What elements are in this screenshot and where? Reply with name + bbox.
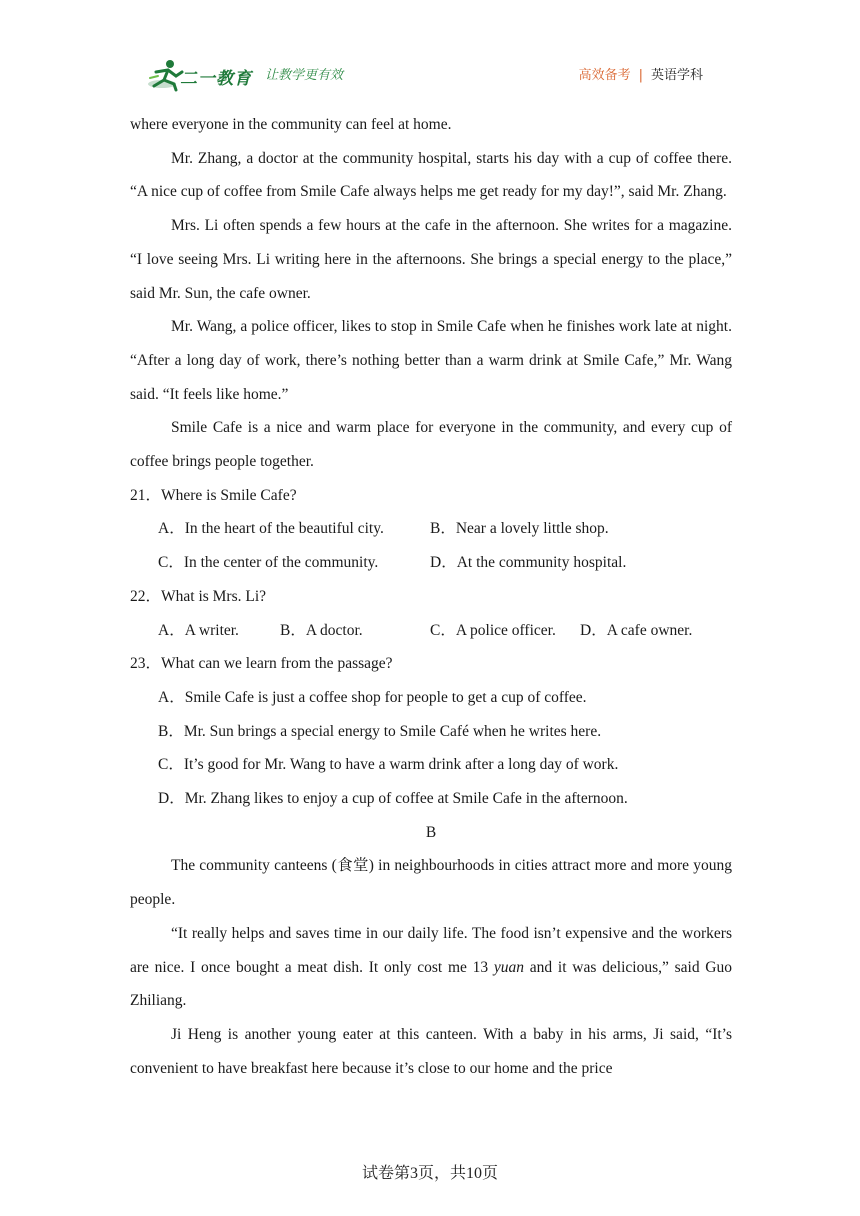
question-21-option-a[interactable]: A．In the heart of the beautiful city. — [158, 520, 384, 538]
question-21-option-b[interactable]: B．Near a lovely little shop. — [430, 520, 609, 538]
question-23-option-c[interactable]: C．It’s good for Mr. Wang to have a warm drink after a long day of work. — [158, 756, 619, 774]
header-slogan: 让教学更有效 — [265, 68, 344, 83]
question-22-option-d[interactable]: D．A cafe owner. — [580, 621, 693, 639]
question-21-stem: 21．Where is Smile Cafe? — [130, 486, 297, 504]
question-23-option-d[interactable]: D．Mr. Zhang likes to enjoy a cup of coffee at Smile Cafe in the afternoon. — [158, 790, 628, 808]
logo-text: 二一教育 — [180, 69, 252, 89]
question-21-option-c[interactable]: C．In the center of the community. — [158, 554, 379, 572]
question-21-option-d[interactable]: D．At the community hospital. — [430, 554, 627, 572]
page-header — [0, 0, 860, 100]
passage-a-paragraph: Mrs. Li often spends a few hours at the cafe in the afternoon. She writes for a magazine. “I love seeing Mrs. Li writing here in the afternoons. She brings a special energy to the place,” said Mr. Sun, the cafe owner. — [130, 217, 732, 302]
header-separator: | — [638, 68, 643, 83]
header-subject — [579, 64, 703, 83]
passage-b-text: and it was delicious,” said Guo Zhiliang. — [130, 958, 733, 1010]
header-tag-exam: 高效备考 — [578, 68, 631, 83]
passage-b-text: “It really helps and saves time in our daily life. The food isn’t expensive and the workers are nice. I once bought a meat dish. It only cost me 13 — [130, 924, 732, 976]
page-footer: 试卷第3页，共10页 — [361, 1165, 498, 1182]
question-23-stem: 23．What can we learn from the passage? — [130, 655, 393, 673]
passage-b-paragraph — [130, 917, 732, 1018]
question-22-options — [130, 614, 732, 648]
passage-a-paragraph: where everyone in the community can feel at home. — [130, 116, 452, 133]
passage-b-paragraph: Ji Heng is another young eater at this canteen. With a baby in his arms, Ji said, “It’s convenient to have breakfast here because it’s close to our home and the price — [130, 1025, 732, 1077]
passage-a-paragraph: Mr. Wang, a police officer, likes to stop in Smile Cafe when he finishes work late at night. “After a long day of work, there’s nothing better than a warm drink at Smile Cafe,” Mr. Wang said. “It feels like home.” — [130, 318, 732, 403]
question-22-option-a[interactable]: A．A writer. — [158, 621, 239, 639]
question-22-stem: 22．What is Mrs. Li? — [130, 587, 267, 605]
passage-b-italic-word: yuan — [493, 958, 525, 976]
passage-a-paragraph: Mr. Zhang, a doctor at the community hospital, starts his day with a cup of coffee there. “A nice cup of coffee from Smile Cafe always helps me get ready for my day!”, said Mr. Zhang. — [130, 149, 732, 201]
passage-a-paragraph: Smile Cafe is a nice and warm place for everyone in the community, and every cup of coffee brings people together. — [130, 419, 732, 471]
question-22-option-b[interactable]: B．A doctor. — [280, 621, 363, 639]
question-23-option-b[interactable]: B．Mr. Sun brings a special energy to Smile Café when he writes here. — [158, 722, 602, 740]
section-b-heading: B — [425, 823, 437, 841]
question-22-option-c[interactable]: C．A police officer. — [430, 621, 556, 639]
question-23-option-a[interactable]: A．Smile Cafe is just a coffee shop for people to get a cup of coffee. — [158, 688, 587, 706]
question-21-options-row-2 — [130, 546, 732, 580]
page-content — [130, 108, 732, 1085]
passage-b-paragraph: The community canteens (食堂) in neighbourhoods in cities attract more and more young people. — [130, 857, 732, 909]
header-tag-subject: 英语学科 — [650, 68, 703, 83]
question-21-options-row-1 — [130, 512, 732, 546]
